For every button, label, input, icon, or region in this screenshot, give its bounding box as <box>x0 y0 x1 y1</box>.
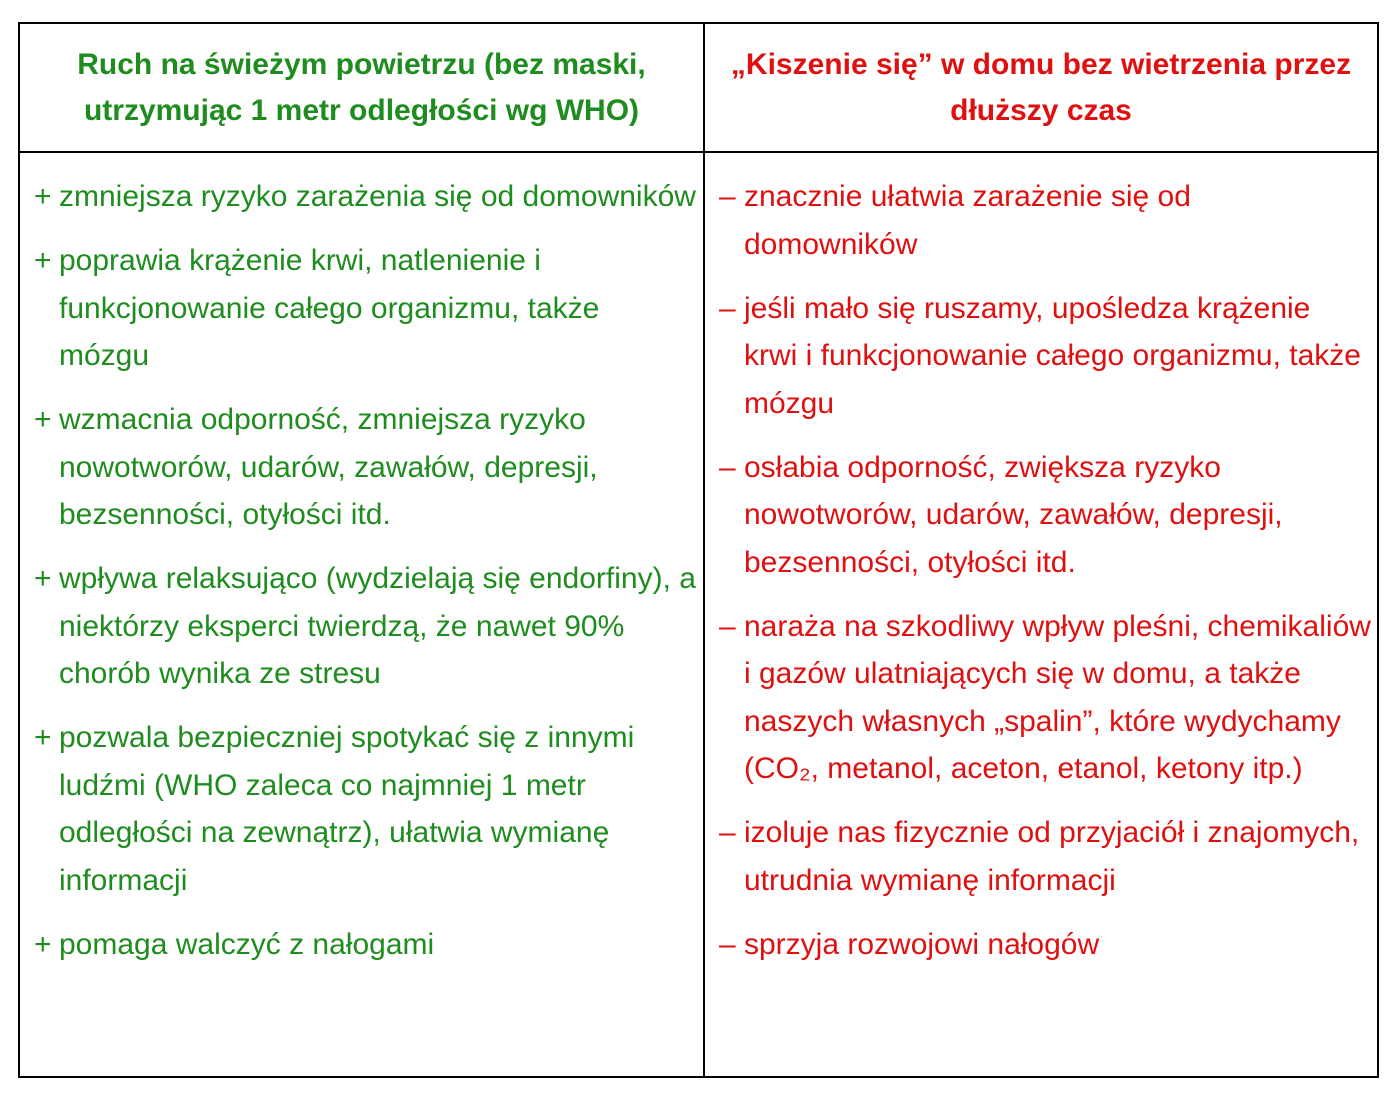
minus-marker: – <box>719 609 736 643</box>
plus-marker: + <box>34 180 52 213</box>
right-column-header <box>705 24 1377 151</box>
right-header-text: „Kiszenie się” w domu bez wietrzenia przez dłuższy czas <box>730 47 1352 127</box>
item-text: poprawia krążenie krwi, natlenienie i funkcjonowanie całego organizmu, także mózgu <box>59 244 600 372</box>
minus-marker: – <box>719 450 736 484</box>
list-item <box>719 921 1371 969</box>
list-item <box>719 173 1371 268</box>
minus-marker: – <box>719 180 736 213</box>
item-text: zmniejsza ryzyko zarażenia się od domowników <box>59 180 696 213</box>
plus-marker: + <box>34 244 52 277</box>
list-item <box>34 714 697 904</box>
left-column-header <box>20 24 703 151</box>
minus-marker: – <box>719 816 736 849</box>
plus-marker: + <box>34 721 52 754</box>
item-text: jeśli mało się ruszamy, upośledza krążenie krwi i funkcjonowanie całego organizmu, także mózgu <box>744 291 1361 420</box>
item-text: wzmacnia odporność, zmniejsza ryzyko nowotworów, udarów, zawałów, depresji, bezsenności, otyłości itd. <box>59 403 598 531</box>
item-text: pozwala bezpieczniej spotykać się z innymi ludźmi (WHO zaleca co najmniej 1 metr odległości na zewnątrz), ułatwia wymianę informacji <box>59 721 635 897</box>
list-item <box>719 603 1371 793</box>
plus-marker: + <box>34 403 52 436</box>
item-text: znacznie ułatwia zarażenie się od domowników <box>744 180 1191 261</box>
right-column-body <box>705 153 1377 1076</box>
item-text: pomaga walczyć z nałogami <box>59 927 435 961</box>
list-item <box>719 285 1371 428</box>
item-text: wpływa relaksująco (wydzielają się endorfiny), a niektórzy eksperci twierdzą, że nawet 90% chorób wynika ze stresu <box>59 562 696 690</box>
minus-marker: – <box>719 927 736 961</box>
comparison-table <box>18 22 1379 1078</box>
list-item <box>34 921 697 969</box>
plus-marker: + <box>34 927 52 961</box>
left-column-body <box>20 153 703 1076</box>
list-item <box>34 237 697 380</box>
item-text: osłabia odporność, zwiększa ryzyko nowotworów, udarów, zawałów, depresji, bezsenności, otyłości itd. <box>744 450 1283 579</box>
minus-marker: – <box>719 291 736 325</box>
list-item <box>719 809 1371 904</box>
item-text: izoluje nas fizycznie od przyjaciół i znajomych, utrudnia wymianę informacji <box>744 816 1360 897</box>
list-item <box>34 396 697 539</box>
left-header-text: Ruch na świeżym powietrzu (bez maski, utrzymując 1 metr odległości wg WHO) <box>77 47 646 127</box>
list-item <box>34 173 697 221</box>
list-item <box>34 555 697 698</box>
item-text: sprzyja rozwojowi nałogów <box>744 927 1100 961</box>
list-item <box>719 444 1371 587</box>
plus-marker: + <box>34 562 52 595</box>
item-text: naraża na szkodliwy wpływ pleśni, chemikaliów i gazów ulatniających się w domu, a także naszych własnych „spalin”, które wydychamy (CO₂, metanol, aceton, etanol, ketony itp.) <box>744 609 1371 785</box>
